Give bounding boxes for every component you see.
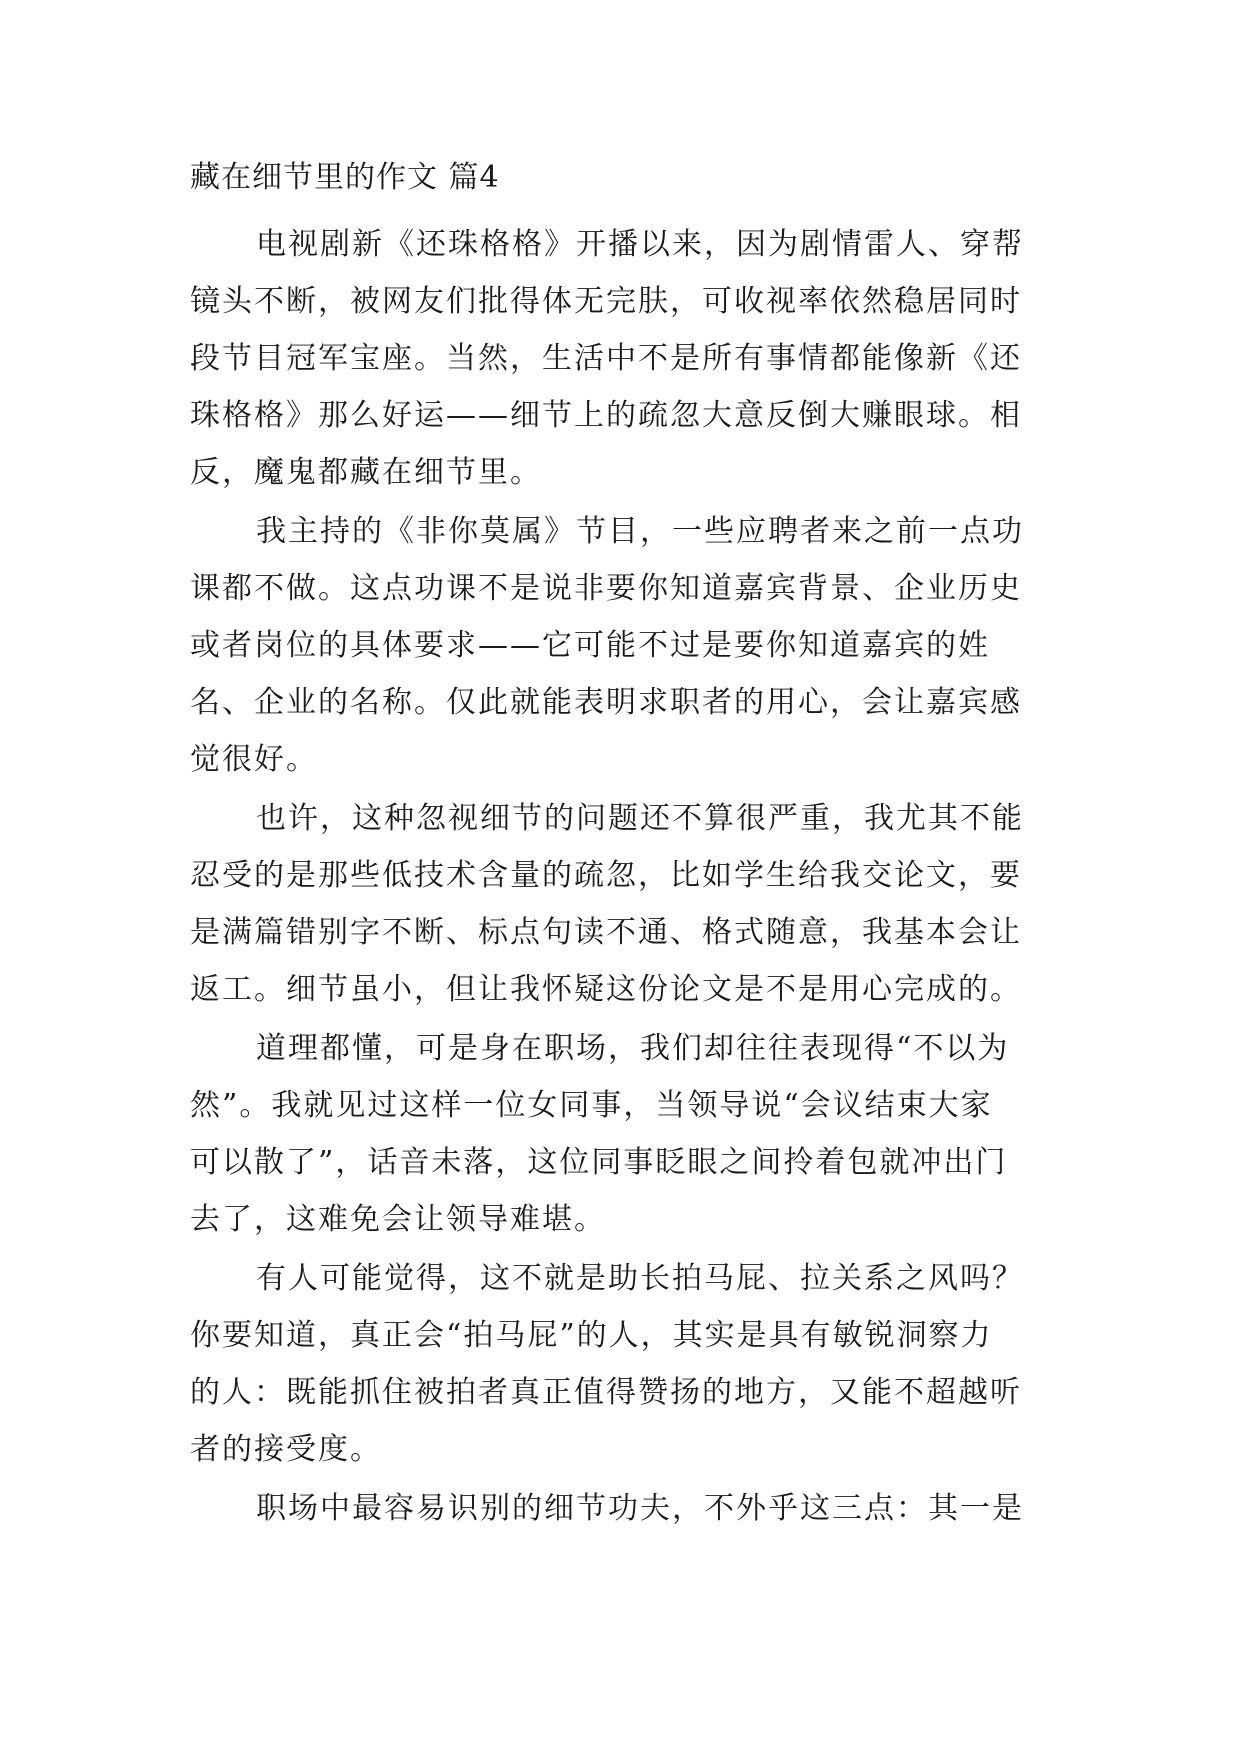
paragraph-line: 是满篇错别字不断、标点句读不通、格式随意，我基本会让 (190, 915, 1022, 950)
paragraph-line: 我主持的《非你莫属》节目，一些应聘者来之前一点功 (256, 514, 1024, 549)
paragraph-line: 可以散了”，话音未落，这位同事眨眼之间拎着包就冲出门 (190, 1145, 1008, 1180)
paragraph-line: 也许，这种忽视细节的问题还不算很严重，我尤其不能 (256, 801, 1024, 836)
document-title: 藏在细节里的作文 篇4 (190, 160, 500, 195)
paragraph-line: 去了，这难免会让领导难堪。 (190, 1202, 606, 1237)
paragraph-line: 段节目冠军宝座。当然，生活中不是所有事情都能像新《还 (190, 341, 1022, 376)
paragraph-line: 名、企业的名称。仅此就能表明求职者的用心，会让嘉宾感 (190, 685, 1022, 720)
paragraph-line: 珠格格》那么好运——细节上的疏忽大意反倒大赚眼球。相 (190, 398, 1022, 433)
paragraph-line: 觉很好。 (190, 742, 318, 777)
paragraph-line: 然”。我就见过这样一位女同事，当领导说“会议结束大家 (190, 1088, 993, 1123)
paragraph-line: 课都不做。这点功课不是说非要你知道嘉宾背景、企业历史 (190, 571, 1022, 606)
paragraph-line: 有人可能觉得，这不就是助长拍马屁、拉关系之风吗？ (256, 1261, 1024, 1296)
paragraph-line: 返工。细节虽小，但让我怀疑这份论文是不是用心完成的。 (190, 972, 1022, 1007)
paragraph-line: 你要知道，真正会“拍马屁”的人，其实是具有敏锐洞察力 (190, 1318, 993, 1353)
paragraph-line: 镜头不断，被网友们批得体无完肤，可收视率依然稳居同时 (190, 284, 1022, 319)
paragraph-line: 道理都懂，可是身在职场，我们却往往表现得“不以为 (256, 1031, 1010, 1066)
paragraph-line: 者的接受度。 (190, 1432, 382, 1467)
paragraph-line: 职场中最容易识别的细节功夫，不外乎这三点：其一是 (256, 1491, 1024, 1526)
paragraph-line: 忍受的是那些低技术含量的疏忽，比如学生给我交论文，要 (190, 858, 1022, 893)
paragraph-line: 电视剧新《还珠格格》开播以来，因为剧情雷人、穿帮 (256, 227, 1024, 262)
paragraph-line: 的人：既能抓住被拍者真正值得赞扬的地方，又能不超越听 (190, 1375, 1022, 1410)
paragraph-line: 反，魔鬼都藏在细节里。 (190, 455, 542, 490)
paragraph-line: 或者岗位的具体要求——它可能不过是要你知道嘉宾的姓 (190, 628, 990, 663)
